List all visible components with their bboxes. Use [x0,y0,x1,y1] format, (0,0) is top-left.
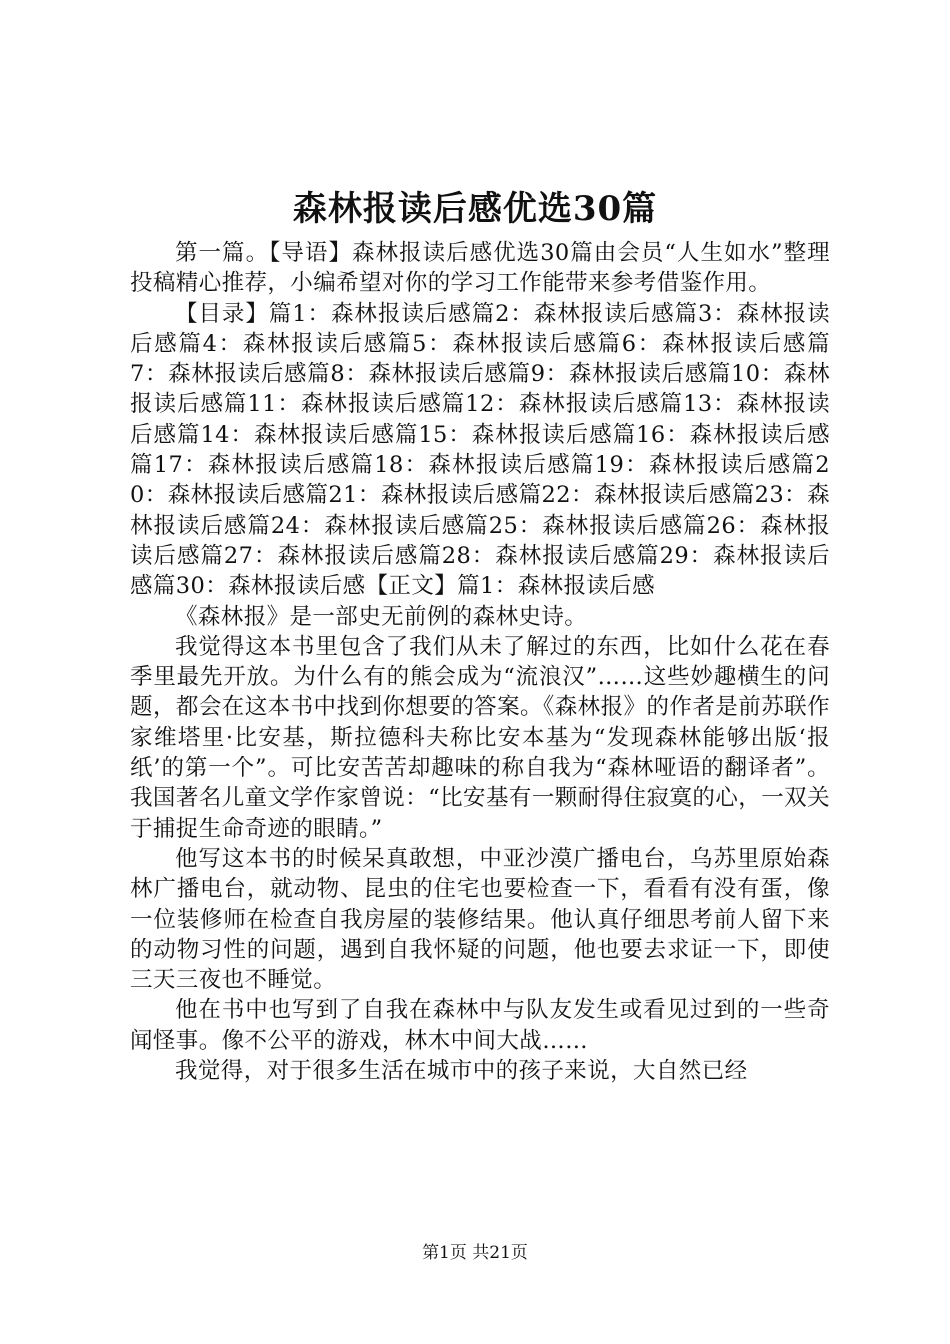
paragraph-3: 他写这本书的时候呆真敢想，中亚沙漠广播电台，乌苏里原始森林广播电台，就动物、昆虫的住宅也要检查一下，看看有没有蛋，像一位装修师在检查自我房屋的装修结果。他认真仔细思考前人留下来的动物习性的问题，遇到自我怀疑的问题，他也要去求证一下，即使三天三夜也不睡觉。 [130,845,830,994]
paragraph-table-of-contents: 【目录】篇1：森林报读后感篇2：森林报读后感篇3：森林报读后感篇4：森林报读后感篇5：森林报读后感篇6：森林报读后感篇7：森林报读后感篇8：森林报读后感篇9：森林报读后感篇10：森林报读后感篇11：森林报读后感篇12：森林报读后感篇13：森林报读后感篇14：森林报读后感篇15：森林报读后感篇16：森林报读后感篇17：森林报读后感篇18：森林报读后感篇19：森林报读后感篇20：森林报读后感篇21：森林报读后感篇22：森林报读后感篇23：森林报读后感篇24：森林报读后感篇25：森林报读后感篇26：森林报读后感篇27：森林报读后感篇28：森林报读后感篇29：森林报读后感篇30：森林报读后感【正文】篇1：森林报读后感 [130,300,830,600]
paragraph-intro: 第一篇。【导语】森林报读后感优选30篇由会员“人生如水”整理投稿精心推荐，小编希望对你的学习工作能带来参考借鉴作用。 [130,240,830,297]
document-body [130,238,830,1086]
paragraph-2: 我觉得这本书里包含了我们从未了解过的东西，比如什么花在春季里最先开放。为什么有的熊会成为“流浪汉”……这些妙趣横生的问题，都会在这本书中找到你想要的答案。《森林报》的作者是前苏联作家维塔里·比安基，斯拉德科夫称比安本基为“发现森林能够出版‘报纸’的第一个”。可比安苦苦却趣味的称自我为“森林哑语的翻译者”。我国著名儿童文学作家曾说：“比安基有一颗耐得住寂寞的心，一双关于捕捉生命奇迹的眼睛。” [130,633,830,842]
paragraph-4: 他在书中也写到了自我在森林中与队友发生或看见过到的一些奇闻怪事。像不公平的游戏，林木中间大战…… [130,997,830,1054]
document-title: 森林报读后感优选30篇 [292,189,658,229]
paragraph-1: 《森林报》是一部史无前例的森林史诗。 [175,603,588,630]
page-footer: 第1页 共21页 [422,1243,528,1263]
paragraph-5: 我觉得，对于很多生活在城市中的孩子来说，大自然已经 [175,1058,748,1085]
